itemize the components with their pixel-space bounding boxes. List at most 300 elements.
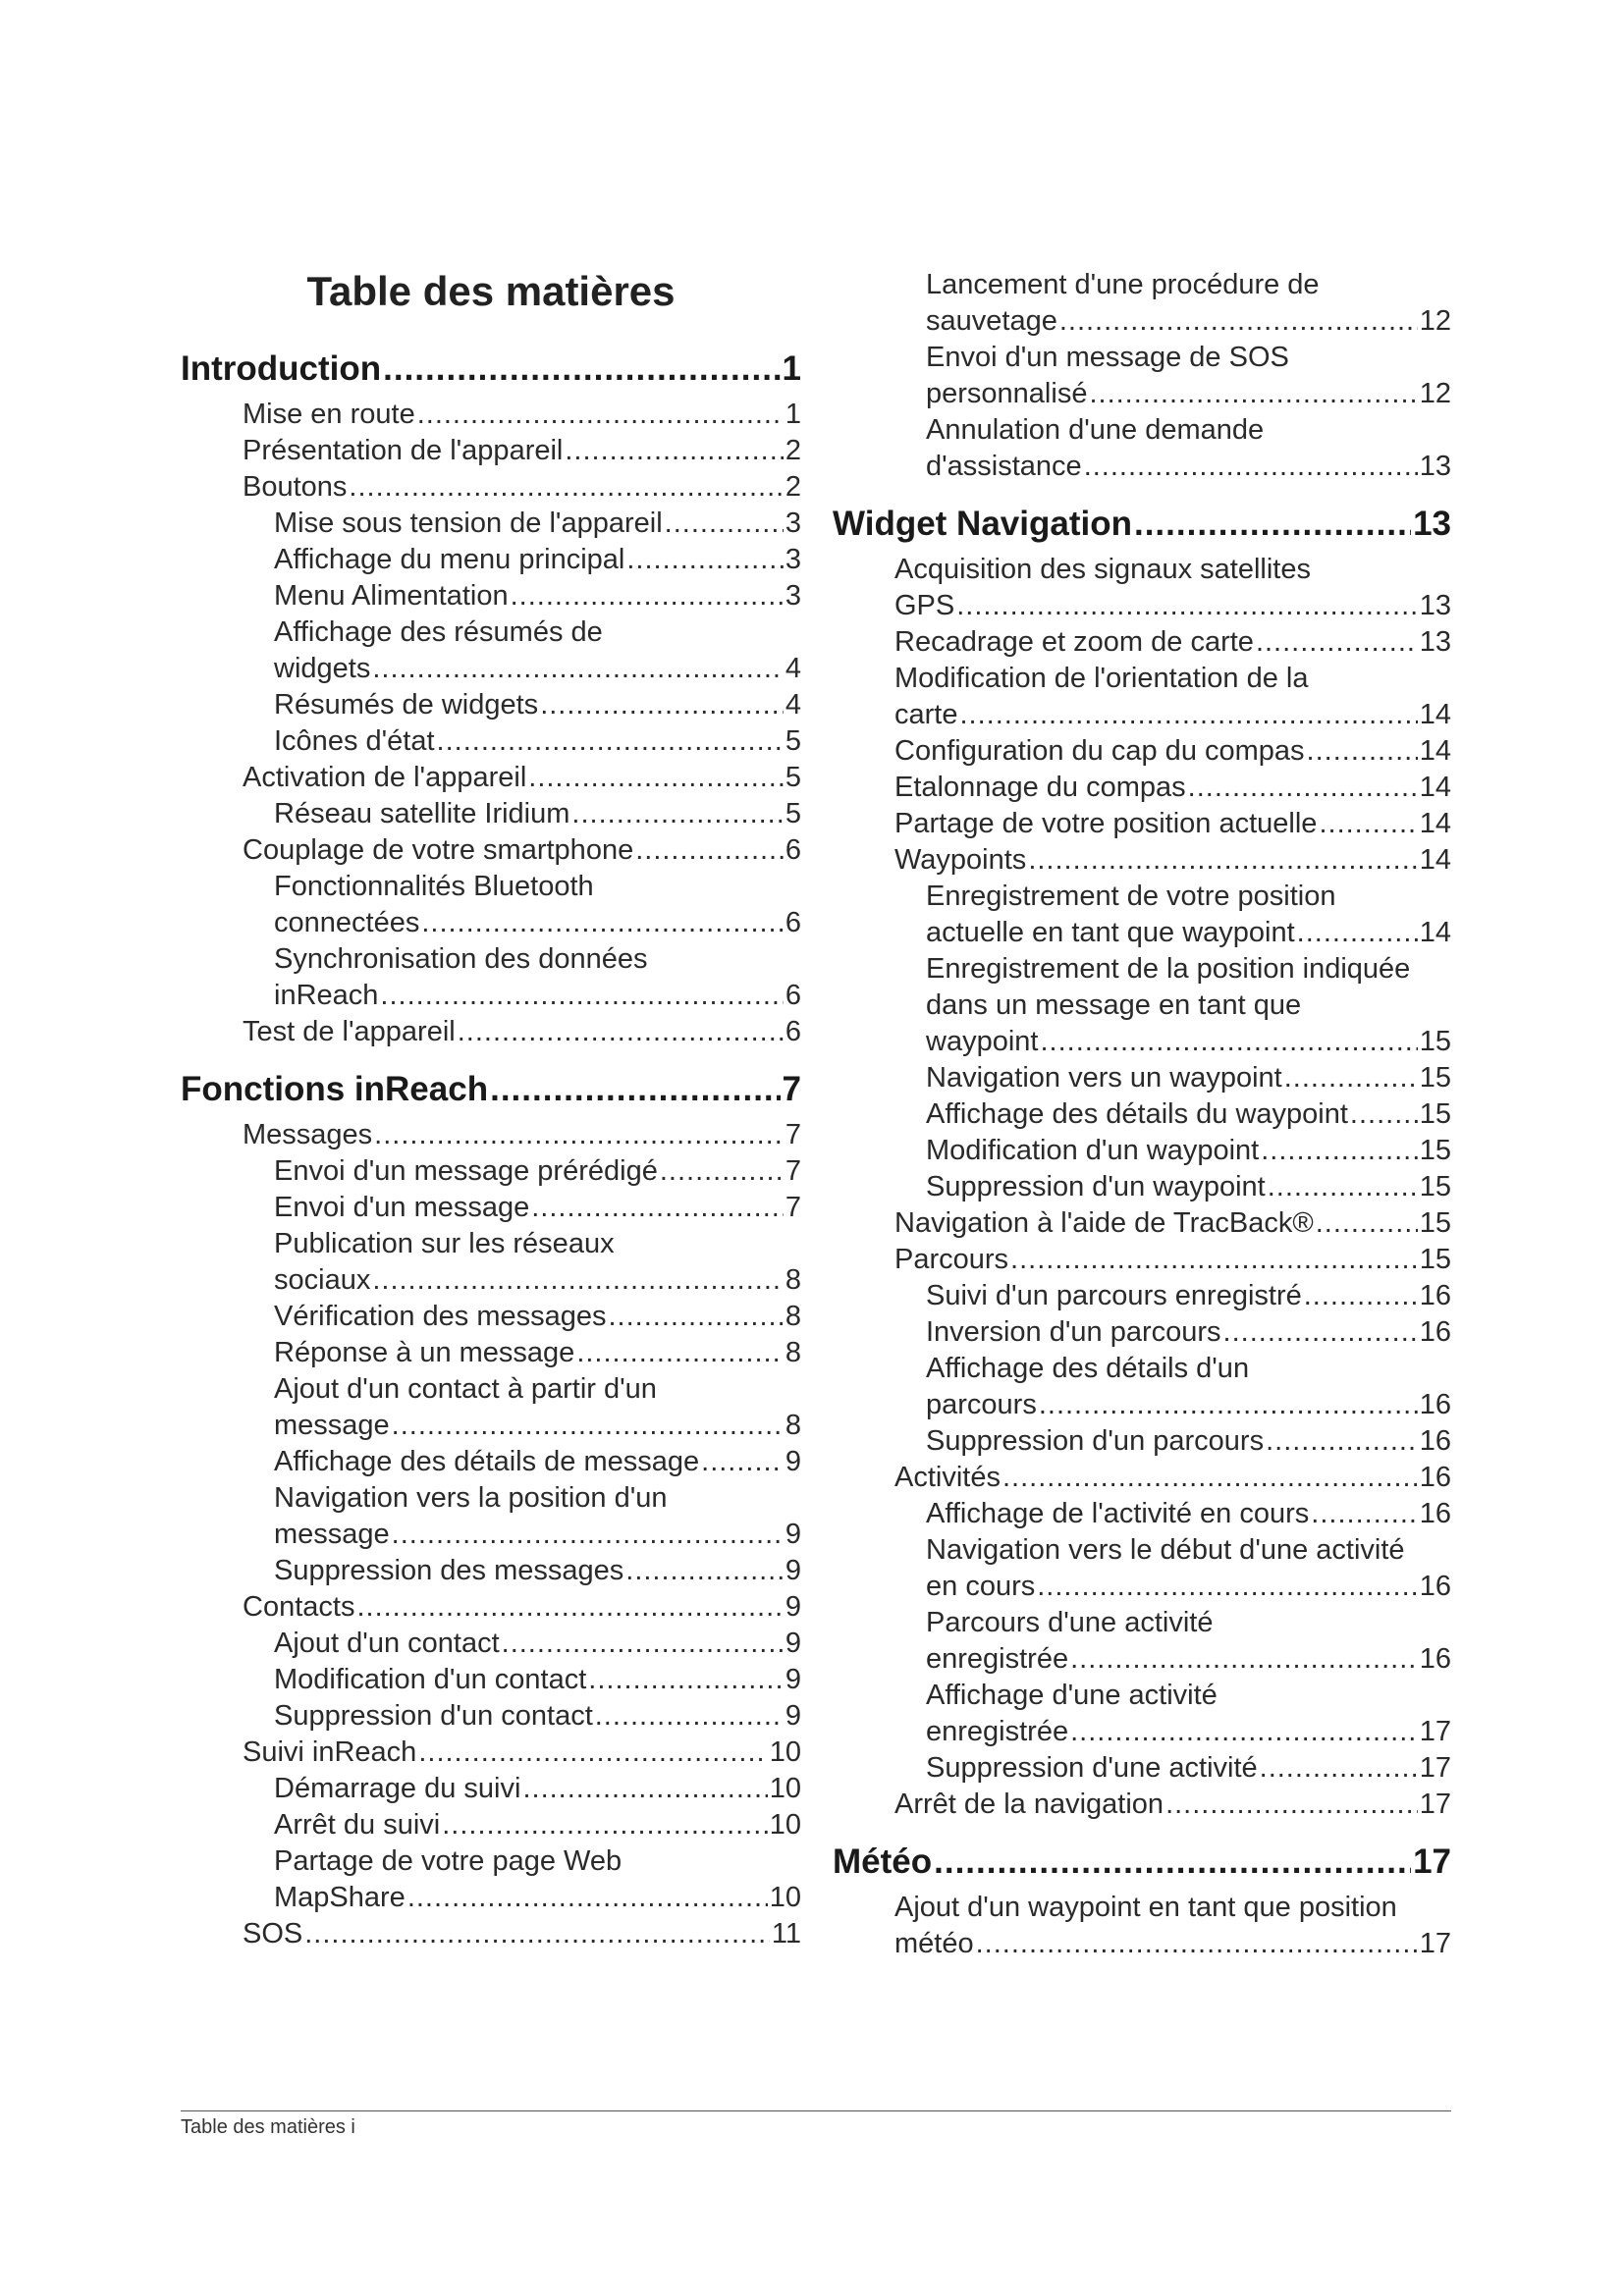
toc-entry-en-cours[interactable] <box>926 1532 1451 1605</box>
toc-entry-affichage-du-menu-principal[interactable] <box>274 542 801 578</box>
toc-entry-text-line: Annulation d'une demande <box>926 414 1265 446</box>
toc-page-number: 15 <box>1419 1207 1451 1239</box>
toc-entry-title: waypoint <box>926 1026 1039 1057</box>
toc-entry-title: Réseau satellite Iridium <box>274 798 570 829</box>
toc-page-number: 2 <box>785 471 801 503</box>
toc-page-number: 16 <box>1419 1571 1451 1602</box>
toc-entry-row <box>894 1460 1451 1496</box>
toc-entry-row <box>243 832 801 869</box>
toc-page-number: 16 <box>1419 1643 1451 1675</box>
toc-entry-sociaux[interactable] <box>274 1226 801 1299</box>
toc-page-number: 10 <box>769 1882 801 1913</box>
toc-entry-row <box>274 978 801 1014</box>
toc-entry-etalonnage-du-compas[interactable] <box>894 770 1451 806</box>
toc-entry-title: Partage de votre position actuelle <box>894 808 1318 839</box>
toc-entry-title: Icônes d'état <box>274 725 435 757</box>
toc-entry-row <box>894 697 1451 733</box>
toc-entry-title: carte <box>894 699 958 730</box>
dot-leader <box>626 542 783 578</box>
toc-entry-text-line: Synchronisation des données <box>274 943 648 975</box>
toc-entry-row <box>274 1553 801 1589</box>
toc-entry-text-line: Parcours d'une activité <box>926 1607 1214 1638</box>
toc-entry-title: Boutons <box>243 471 348 503</box>
toc-entry-title: Couplage de votre smartphone <box>243 834 634 866</box>
toc-entry-row <box>926 1278 1451 1314</box>
toc-page-number: 11 <box>771 1918 801 1949</box>
toc-entry-suppression-d-une-activite[interactable] <box>926 1750 1451 1787</box>
dot-leader <box>372 1262 784 1299</box>
toc-entry-title: Affichage du menu principal <box>274 544 625 575</box>
toc-entry-row <box>926 1314 1451 1351</box>
toc-entry-row <box>274 1153 801 1190</box>
toc-page-number: 14 <box>1419 844 1451 876</box>
toc-entry-title: Introduction <box>181 349 382 388</box>
toc-entry-text-line: Navigation vers le début d'une activité <box>926 1534 1405 1566</box>
toc-entry-title: Menu Alimentation <box>274 580 509 612</box>
toc-entry-enregistree[interactable] <box>926 1605 1451 1678</box>
dot-leader <box>1304 1278 1418 1314</box>
toc-page-number: 9 <box>785 1555 801 1586</box>
toc-page-number: 10 <box>769 1773 801 1804</box>
toc-entry-row <box>926 1496 1451 1532</box>
toc-page-number: 4 <box>785 653 801 684</box>
dot-leader <box>1084 449 1418 485</box>
toc-entry-row <box>894 842 1451 879</box>
toc-page-number: 1 <box>785 399 801 430</box>
toc-entry-widgets[interactable] <box>274 614 801 687</box>
dot-leader <box>522 1771 767 1807</box>
dot-leader <box>576 1335 784 1371</box>
toc-entry-widget-navigation[interactable] <box>833 505 1451 544</box>
toc-entry-title: GPS <box>894 590 955 621</box>
toc-entry-row <box>274 506 801 542</box>
toc-entry-title: sauvetage <box>926 305 1057 337</box>
toc-page-number: 17 <box>1419 1789 1451 1820</box>
toc-entry-resumes-de-widgets[interactable] <box>274 687 801 723</box>
toc-entry-title: SOS <box>243 1918 303 1949</box>
toc-entry-title: Affichage des détails du waypoint <box>926 1098 1348 1130</box>
toc-entry-row <box>894 770 1451 806</box>
toc-entry-text-line: Acquisition des signaux satellites <box>894 554 1311 585</box>
toc-entry-recadrage-et-zoom-de-carte[interactable] <box>894 624 1451 661</box>
dot-leader <box>1039 1387 1418 1423</box>
toc-page-number: 9 <box>785 1628 801 1659</box>
dot-leader <box>531 1190 784 1226</box>
toc-entry-row <box>181 1070 801 1109</box>
toc-page-number: 16 <box>1419 1389 1451 1420</box>
toc-page-number: 5 <box>785 762 801 793</box>
toc-entry-row <box>894 1787 1451 1823</box>
toc-entry-title: Suppression d'un waypoint <box>926 1171 1266 1202</box>
toc-page-number: 15 <box>1419 1062 1451 1094</box>
dot-leader <box>625 1553 784 1589</box>
toc-entry-title: Suppression d'une activité <box>926 1752 1258 1784</box>
toc-entry-activites[interactable] <box>894 1460 1451 1496</box>
toc-entry-row <box>926 449 1451 485</box>
toc-page-number: 3 <box>785 580 801 612</box>
toc-entry-message[interactable] <box>274 1480 801 1553</box>
toc-entry-contacts[interactable] <box>243 1589 801 1626</box>
toc-entry-title: Contacts <box>243 1591 355 1623</box>
toc-entry-configuration-du-cap-du-compas[interactable] <box>894 733 1451 770</box>
toc-entry-parcours[interactable] <box>894 1242 1451 1278</box>
toc-entry-affichage-des-details-de-message[interactable] <box>274 1444 801 1480</box>
toc-entry-title: Waypoints <box>894 844 1027 876</box>
dot-leader <box>956 588 1417 624</box>
toc-page-number: 5 <box>785 798 801 829</box>
toc-page-number: 15 <box>1419 1098 1451 1130</box>
toc-entry-menu-alimentation[interactable] <box>274 578 801 614</box>
dot-leader <box>392 1517 784 1553</box>
toc-entry-title: Envoi d'un message prérédigé <box>274 1155 658 1187</box>
toc-entry-row <box>243 1117 801 1153</box>
dot-leader <box>502 1626 784 1662</box>
toc-page-number: 9 <box>785 1591 801 1623</box>
toc-entry-row <box>274 1190 801 1226</box>
toc-page-number: 12 <box>1419 378 1451 409</box>
dot-leader <box>1188 770 1418 806</box>
toc-page-number: 16 <box>1419 1280 1451 1311</box>
toc-entry-inversion-d-un-parcours[interactable] <box>926 1314 1451 1351</box>
dot-leader <box>540 687 784 723</box>
toc-entry-row <box>274 651 801 687</box>
dot-leader <box>1316 1205 1418 1242</box>
toc-page-number: 15 <box>1419 1135 1451 1166</box>
toc-entry-text-line: Ajout d'un waypoint en tant que position <box>894 1892 1397 1923</box>
toc-entry-row <box>274 723 801 760</box>
toc-entry-waypoints[interactable] <box>894 842 1451 879</box>
toc-entry-gps[interactable] <box>894 552 1451 624</box>
toc-entry-activation-de-l-appareil[interactable] <box>243 760 801 796</box>
toc-entry-reponse-a-un-message[interactable] <box>274 1335 801 1371</box>
dot-leader <box>490 1070 780 1109</box>
toc-entry-d-assistance[interactable] <box>926 412 1451 485</box>
toc-entry-title: Résumés de widgets <box>274 689 539 721</box>
toc-entry-text-line: Affichage des résumés de <box>274 616 603 648</box>
toc-entry-row <box>926 1641 1451 1678</box>
toc-entry-row <box>894 1926 1451 1962</box>
toc-page-number: 17 <box>1413 1842 1451 1881</box>
dot-leader <box>934 1842 1411 1882</box>
toc-entry-title: inReach <box>274 980 379 1011</box>
dot-leader <box>1260 1750 1418 1787</box>
toc-entry-title: actuelle en tant que waypoint <box>926 917 1295 948</box>
toc-entry-title: Parcours <box>894 1244 1009 1275</box>
toc-entry-title: MapShare <box>274 1882 406 1913</box>
toc-entry-introduction[interactable] <box>181 349 801 389</box>
toc-page-number: 15 <box>1419 1171 1451 1202</box>
dot-leader <box>1284 1060 1418 1096</box>
dot-leader <box>665 506 784 542</box>
toc-entry-presentation-de-l-appareil[interactable] <box>243 433 801 469</box>
dot-leader <box>1089 376 1417 412</box>
toc-entry-row <box>926 1750 1451 1787</box>
toc-entry-verification-des-messages[interactable] <box>274 1299 801 1335</box>
toc-entry-title: Suppression d'un parcours <box>926 1425 1265 1457</box>
dot-leader <box>1059 303 1418 340</box>
toc-entry-title: Arrêt de la navigation <box>894 1789 1164 1820</box>
toc-page-number: 17 <box>1419 1752 1451 1784</box>
dot-leader <box>1010 1242 1418 1278</box>
dot-leader <box>1268 1169 1418 1205</box>
toc-entry-inreach[interactable] <box>274 941 801 1014</box>
toc-entry-suivi-inreach[interactable] <box>243 1735 801 1771</box>
dot-leader <box>1037 1569 1418 1605</box>
toc-entry-row <box>274 1807 801 1843</box>
toc-page-number: 9 <box>785 1446 801 1477</box>
toc-entry-text-line: Fonctionnalités Bluetooth <box>274 871 594 902</box>
toc-entry-text-line: Enregistrement de votre position <box>926 881 1336 912</box>
toc-entry-suppression-d-un-contact[interactable] <box>274 1698 801 1735</box>
toc-entry-suivi-d-un-parcours-enregistre[interactable] <box>926 1278 1451 1314</box>
dot-leader <box>437 723 784 760</box>
toc-entry-row <box>274 1299 801 1335</box>
toc-entry-title: Modification d'un waypoint <box>926 1135 1260 1166</box>
toc-entry-navigation-a-l-aide-de-tracback[interactable] <box>894 1205 1451 1242</box>
dot-leader <box>1297 915 1418 951</box>
dot-leader <box>1002 1460 1418 1496</box>
toc-entry-waypoint[interactable] <box>926 951 1451 1060</box>
toc-entry-title: Configuration du cap du compas <box>894 735 1305 767</box>
toc-page-number: 17 <box>1419 1716 1451 1747</box>
toc-entry-title: Widget Navigation <box>833 505 1132 543</box>
toc-page-number: 14 <box>1419 772 1451 803</box>
toc-entry-arret-du-suivi[interactable] <box>274 1807 801 1843</box>
toc-entry-row <box>274 1262 801 1299</box>
dot-leader <box>1266 1423 1418 1460</box>
toc-entry-title: Test de l'appareil <box>243 1016 456 1047</box>
toc-entry-row <box>243 1589 801 1626</box>
toc-entry-text-line: Enregistrement de la position indiquée <box>926 953 1411 985</box>
toc-entry-connectees[interactable] <box>274 869 801 941</box>
toc-entry-title: connectées <box>274 907 420 938</box>
toc-entry-text-line: Envoi d'un message de SOS <box>926 342 1289 373</box>
toc-entry-title: Messages <box>243 1119 373 1150</box>
dot-leader <box>458 1014 784 1050</box>
toc-entry-mise-sous-tension-de-l-appareil[interactable] <box>274 506 801 542</box>
toc-page-number: 7 <box>785 1155 801 1187</box>
toc-entry-affichage-de-l-activite-en-cours[interactable] <box>926 1496 1451 1532</box>
toc-entry-row <box>894 733 1451 770</box>
dot-leader <box>976 1926 1418 1962</box>
toc-entry-sauvetage[interactable] <box>926 267 1451 340</box>
toc-entry-row <box>926 1060 1451 1096</box>
dot-leader <box>442 1807 768 1843</box>
dot-leader <box>588 1662 784 1698</box>
toc-entry-sos[interactable] <box>243 1916 801 1952</box>
toc-entry-title: en cours <box>926 1571 1036 1602</box>
dot-leader <box>1134 505 1411 544</box>
toc-page-number: 10 <box>769 1809 801 1841</box>
toc-entry-messages[interactable] <box>243 1117 801 1153</box>
toc-entry-message[interactable] <box>274 1371 801 1444</box>
toc-entry-suppression-d-un-parcours[interactable] <box>926 1423 1451 1460</box>
toc-entry-suppression-des-messages[interactable] <box>274 1553 801 1589</box>
toc-entry-text-line: Affichage des détails d'un <box>926 1353 1250 1384</box>
toc-entry-modification-d-un-contact[interactable] <box>274 1662 801 1698</box>
dot-leader <box>1070 1641 1418 1678</box>
dot-leader <box>660 1153 784 1190</box>
toc-entry-partage-de-votre-position-actuelle[interactable] <box>894 806 1451 842</box>
toc-entry-reseau-satellite-iridium[interactable] <box>274 796 801 832</box>
toc-page-number: 14 <box>1419 735 1451 767</box>
toc-entry-meteo[interactable] <box>833 1842 1451 1882</box>
dot-leader <box>1311 1496 1417 1532</box>
toc-page-number: 6 <box>785 980 801 1011</box>
toc-page-number: 8 <box>785 1301 801 1332</box>
toc-page-number: 13 <box>1419 590 1451 621</box>
toc-entry-row <box>243 1916 801 1952</box>
toc-entry-row <box>243 397 801 433</box>
toc-entry-title: Activités <box>894 1462 1001 1493</box>
toc-entry-envoi-d-un-message[interactable] <box>274 1190 801 1226</box>
toc-entry-row <box>926 1387 1451 1423</box>
toc-page-number: 16 <box>1419 1462 1451 1493</box>
toc-entry-navigation-vers-un-waypoint[interactable] <box>926 1060 1451 1096</box>
toc-entry-title: Navigation vers un waypoint <box>926 1062 1282 1094</box>
toc-entry-title: Modification d'un contact <box>274 1664 587 1695</box>
toc-entry-title: Suivi d'un parcours enregistré <box>926 1280 1302 1311</box>
toc-entry-title: Suppression des messages <box>274 1555 624 1586</box>
toc-entry-actuelle-en-tant-que-waypoint[interactable] <box>926 879 1451 951</box>
toc-entry-title: d'assistance <box>926 451 1082 482</box>
toc-entry-fonctions-inreach[interactable] <box>181 1070 801 1109</box>
page-footer: Table des matières i <box>181 2116 355 2138</box>
toc-entry-row <box>243 1735 801 1771</box>
dot-leader <box>1040 1024 1417 1060</box>
toc-entry-boutons[interactable] <box>243 469 801 506</box>
dot-leader <box>565 433 783 469</box>
toc-entry-row <box>926 303 1451 340</box>
toc-entry-title: parcours <box>926 1389 1037 1420</box>
dot-leader <box>701 1444 784 1480</box>
toc-page-number: 7 <box>785 1119 801 1150</box>
dot-leader <box>418 1735 767 1771</box>
toc-page-number: 10 <box>769 1736 801 1768</box>
toc-entry-title: enregistrée <box>926 1716 1069 1747</box>
toc-page-number: 14 <box>1419 917 1451 948</box>
toc-page-number: 13 <box>1419 451 1451 482</box>
toc-entry-row <box>181 349 801 389</box>
toc-entry-enregistree[interactable] <box>926 1678 1451 1750</box>
toc-page-number: 16 <box>1419 1316 1451 1348</box>
toc-entry-row <box>274 1626 801 1662</box>
dot-leader <box>1319 806 1417 842</box>
toc-entry-row <box>274 1335 801 1371</box>
toc-entry-couplage-de-votre-smartphone[interactable] <box>243 832 801 869</box>
footer-divider <box>181 2110 1451 2111</box>
toc-entry-arret-de-la-navigation[interactable] <box>894 1787 1451 1823</box>
dot-leader <box>304 1916 770 1952</box>
toc-page-number: 6 <box>785 1016 801 1047</box>
toc-page-number: 15 <box>1419 1026 1451 1057</box>
toc-entry-mapshare[interactable] <box>274 1843 801 1916</box>
toc-entry-text-line: dans un message en tant que <box>926 989 1302 1021</box>
toc-entry-row <box>274 1662 801 1698</box>
toc-entry-title: Suivi inReach <box>243 1736 417 1768</box>
toc-entry-mise-en-route[interactable] <box>243 397 801 433</box>
toc-entry-title: Vérification des messages <box>274 1301 607 1332</box>
toc-entry-title: Météo <box>833 1842 933 1881</box>
toc-entry-row <box>274 905 801 941</box>
toc-page-number: 4 <box>785 689 801 721</box>
toc-entry-title: Navigation à l'aide de TracBack® <box>894 1207 1314 1239</box>
toc-entry-row <box>243 1014 801 1050</box>
toc-page-number: 5 <box>785 725 801 757</box>
toc-entry-title: widgets <box>274 653 371 684</box>
dot-leader <box>1256 624 1418 661</box>
dot-leader <box>392 1408 784 1444</box>
toc-page-number: 3 <box>785 544 801 575</box>
dot-leader <box>372 651 784 687</box>
toc-entry-row <box>274 1880 801 1916</box>
toc-entry-title: météo <box>894 1928 974 1959</box>
toc-entry-title: Recadrage et zoom de carte <box>894 626 1254 658</box>
toc-page-number: 8 <box>785 1264 801 1296</box>
toc-entry-title: message <box>274 1410 390 1441</box>
toc-entry-title: Mise sous tension de l'appareil <box>274 507 663 539</box>
toc-entry-icones-d-etat[interactable] <box>274 723 801 760</box>
toc-page-number: 7 <box>782 1070 801 1108</box>
toc-entry-title: Présentation de l'appareil <box>243 435 564 466</box>
toc-entry-row <box>274 1408 801 1444</box>
dot-leader <box>609 1299 784 1335</box>
toc-page-number: 8 <box>785 1410 801 1441</box>
toc-entry-test-de-l-appareil[interactable] <box>243 1014 801 1050</box>
toc-entry-row <box>833 1842 1451 1882</box>
toc-entry-personnalise[interactable] <box>926 340 1451 412</box>
toc-entry-row <box>243 760 801 796</box>
toc-page-number: 9 <box>785 1519 801 1550</box>
toc-entry-ajout-d-un-contact[interactable] <box>274 1626 801 1662</box>
toc-page-number: 1 <box>782 349 801 388</box>
dot-leader <box>407 1880 768 1916</box>
toc-entry-modification-d-un-waypoint[interactable] <box>926 1133 1451 1169</box>
toc-entry-suppression-d-un-waypoint[interactable] <box>926 1169 1451 1205</box>
dot-leader <box>349 469 783 506</box>
toc-entry-title: Affichage de l'activité en cours <box>926 1498 1310 1529</box>
toc-entry-row <box>894 806 1451 842</box>
dot-leader <box>528 760 784 796</box>
dot-leader <box>356 1589 783 1626</box>
dot-leader <box>1028 842 1417 879</box>
toc-page-number: 3 <box>785 507 801 539</box>
toc-entry-row <box>243 433 801 469</box>
toc-page-number: 14 <box>1419 808 1451 839</box>
toc-page-number: 13 <box>1419 626 1451 658</box>
toc-entry-carte[interactable] <box>894 661 1451 733</box>
toc-entry-text-line: Affichage d'une activité <box>926 1680 1218 1711</box>
toc-entry-envoi-d-un-message-preredige[interactable] <box>274 1153 801 1190</box>
toc-entry-meteo[interactable] <box>894 1890 1451 1962</box>
toc-entry-title: sociaux <box>274 1264 371 1296</box>
dot-leader <box>380 978 783 1014</box>
toc-entry-row <box>926 376 1451 412</box>
toc-entry-affichage-des-details-du-waypoint[interactable] <box>926 1096 1451 1133</box>
toc-entry-parcours[interactable] <box>926 1351 1451 1423</box>
toc-entry-demarrage-du-suivi[interactable] <box>274 1771 801 1807</box>
toc-entry-row <box>274 1698 801 1735</box>
toc-page-number: 9 <box>785 1700 801 1732</box>
toc-entry-title: message <box>274 1519 390 1550</box>
dot-leader <box>1070 1714 1418 1750</box>
toc-entry-title: Mise en route <box>243 399 415 430</box>
toc-page-number: 15 <box>1419 1244 1451 1275</box>
toc-page-number: 17 <box>1419 1928 1451 1959</box>
dot-leader <box>635 832 784 869</box>
toc-page-number: 14 <box>1419 699 1451 730</box>
page-title: Table des matières <box>306 268 676 314</box>
